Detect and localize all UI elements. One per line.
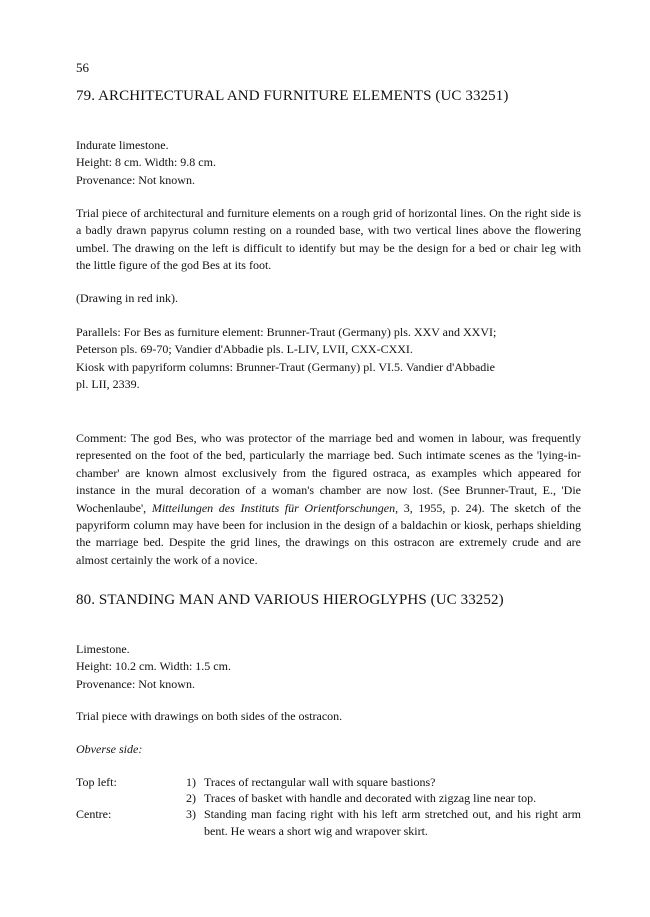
entry-label: Top left: bbox=[76, 775, 117, 789]
entry-label: Centre: bbox=[76, 807, 112, 821]
parallels-line: Parallels: For Bes as furniture element: Brunner-Traut (Germany) pls. XXV and XXVI; bbox=[76, 325, 497, 339]
section-79-description bbox=[76, 205, 581, 275]
entry-text: Traces of rectangular wall with square bastions? bbox=[204, 775, 436, 789]
section-80-dimensions: Height: 10.2 cm. Width: 1.5 cm. bbox=[76, 659, 231, 674]
section-79-material: Indurate limestone. bbox=[76, 138, 169, 152]
entry-number: 3) bbox=[186, 807, 196, 821]
section-79-catalogue-info bbox=[76, 137, 581, 189]
section-79-dimensions: Height: 8 cm. Width: 9.8 cm. bbox=[76, 155, 216, 170]
section-79-ink-note-text: (Drawing in red ink). bbox=[76, 291, 178, 305]
section-79-description-text: Trial piece of architectural and furniture elements on a rough grid of horizontal lines. On the right side is a badly drawn papyrus column resting on a rounded base, with two vertical lines above the flowering umbel. The drawing on the left is difficult to identify but may be the design for a bed or chair leg with the little figure of the god Bes at its foot. bbox=[76, 206, 581, 273]
section-80-description bbox=[76, 708, 581, 725]
section-79-provenance: Provenance: Not known. bbox=[76, 172, 195, 187]
page-number: 56 bbox=[76, 60, 89, 75]
obverse-side-label bbox=[76, 741, 581, 758]
section-80-description-text: Trial piece with drawings on both sides of the ostracon. bbox=[76, 709, 343, 723]
section-80-material: Limestone. bbox=[76, 642, 130, 656]
obverse-side-label-text: Obverse side: bbox=[76, 742, 143, 756]
parallels-line: pl. LII, 2339. bbox=[76, 377, 140, 392]
entry-number: 1) bbox=[186, 775, 196, 789]
section-79-ink-note bbox=[76, 290, 581, 307]
comment-text-part: , 3, 1955, p. 24). The sketch of the papyriform column may have been for inclusion in the design of a baldachin or kiosk, perhaps shielding the marriage bed. Despite the grid lines, the drawings on this ostracon are extremely crude and are almost certainly the work of a novice. bbox=[76, 500, 582, 567]
section-79-comment-text bbox=[76, 430, 581, 569]
section-79-comment bbox=[76, 430, 581, 569]
section-79-heading: 79. ARCHITECTURAL AND FURNITURE ELEMENTS (UC 33251) bbox=[76, 88, 509, 104]
entry-number: 2) bbox=[186, 791, 196, 805]
parallels-line: Kiosk with papyriform columns: Brunner-Traut (Germany) pl. VI.5. Vandier d'Abbadie bbox=[76, 359, 495, 374]
section-79-parallels bbox=[76, 324, 581, 394]
section-80-provenance: Provenance: Not known. bbox=[76, 676, 195, 691]
parallels-line: Peterson pls. 69-70; Vandier d'Abbadie pls. L-LIV, LVII, CXX-CXXI. bbox=[76, 342, 413, 357]
comment-text-part: Comment: The god Bes, who was protector of the marriage bed and women in labour, was frequently represented on the foot of the bed, particularly the marriage bed. Such intimate scenes as the 'lying-in-chamber' are known almost exclusively from the figured ostraca, as examples which appeared for instance in the mural decoration of a woman's chamber are now lost. (See Brunner-Traut, E., 'Die Wochenlaube', bbox=[76, 431, 581, 515]
comment-journal-title: Mitteilungen des Instituts für Orientforschungen bbox=[151, 500, 396, 515]
section-80-heading: 80. STANDING MAN AND VARIOUS HIEROGLYPHS (UC 33252) bbox=[76, 592, 504, 608]
entry-text: Standing man facing right with his left arm stretched out, and his right arm bent. He wears a short wig and wrapover skirt. bbox=[204, 807, 581, 838]
entry-text: Traces of basket with handle and decorated with zigzag line near top. bbox=[204, 791, 537, 805]
section-80-catalogue-info bbox=[76, 641, 581, 693]
